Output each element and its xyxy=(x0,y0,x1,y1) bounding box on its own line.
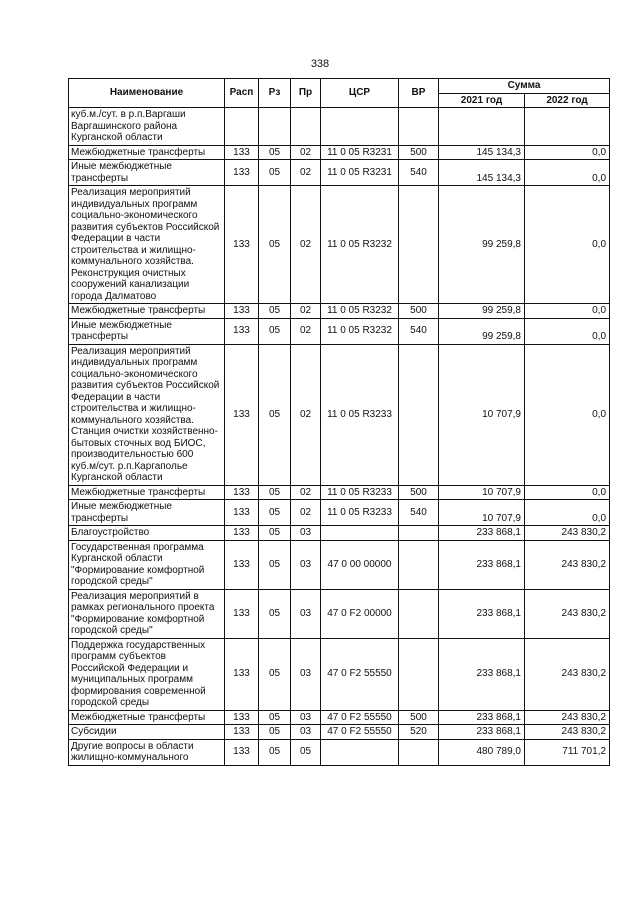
row-rasp: 133 xyxy=(225,186,259,304)
row-pr: 03 xyxy=(291,526,321,541)
row-sum-2021: 233 868,1 xyxy=(439,589,525,638)
row-csr xyxy=(321,739,399,765)
row-vr: 540 xyxy=(399,318,439,344)
row-rz: 05 xyxy=(259,318,291,344)
row-rz: 05 xyxy=(259,500,291,526)
row-sum-2021: 233 868,1 xyxy=(439,540,525,589)
row-sum-2022: 243 830,2 xyxy=(525,725,610,740)
table-row xyxy=(69,186,610,304)
table-row xyxy=(69,160,610,186)
row-rasp: 133 xyxy=(225,739,259,765)
row-rz: 05 xyxy=(259,160,291,186)
table-row xyxy=(69,710,610,725)
row-rz: 05 xyxy=(259,344,291,485)
table-row xyxy=(69,318,610,344)
row-sum-2022: 0,0 xyxy=(525,500,610,526)
row-rz: 05 xyxy=(259,304,291,319)
row-rasp: 133 xyxy=(225,725,259,740)
row-rasp: 133 xyxy=(225,318,259,344)
header-year-2021: 2021 год xyxy=(439,93,525,108)
row-vr xyxy=(399,108,439,146)
row-vr xyxy=(399,540,439,589)
row-sum-2021: 233 868,1 xyxy=(439,725,525,740)
row-csr: 47 0 00 00000 xyxy=(321,540,399,589)
row-rasp: 133 xyxy=(225,485,259,500)
row-pr: 02 xyxy=(291,485,321,500)
row-name: Реализация мероприятий в рамках регионального проекта "Формирование комфортной городской среды" xyxy=(69,589,225,638)
table-row xyxy=(69,540,610,589)
row-sum-2021: 99 259,8 xyxy=(439,318,525,344)
row-sum-2021: 233 868,1 xyxy=(439,638,525,710)
row-rasp: 133 xyxy=(225,589,259,638)
row-rasp: 133 xyxy=(225,540,259,589)
header-sum: Сумма xyxy=(439,79,610,94)
table-body xyxy=(69,108,610,766)
row-sum-2021: 99 259,8 xyxy=(439,186,525,304)
row-sum-2021: 145 134,3 xyxy=(439,160,525,186)
row-vr xyxy=(399,344,439,485)
row-pr: 03 xyxy=(291,589,321,638)
table-row xyxy=(69,344,610,485)
row-vr: 520 xyxy=(399,725,439,740)
header-name: Наименование xyxy=(69,79,225,108)
row-pr: 03 xyxy=(291,725,321,740)
row-sum-2021: 233 868,1 xyxy=(439,710,525,725)
row-csr: 11 0 05 R3233 xyxy=(321,344,399,485)
row-name: Иные межбюджетные трансферты xyxy=(69,318,225,344)
row-vr: 500 xyxy=(399,304,439,319)
row-sum-2021: 10 707,9 xyxy=(439,485,525,500)
table-row xyxy=(69,485,610,500)
row-sum-2022: 0,0 xyxy=(525,485,610,500)
row-csr: 47 0 F2 55550 xyxy=(321,638,399,710)
row-rz: 05 xyxy=(259,186,291,304)
row-name: Межбюджетные трансферты xyxy=(69,304,225,319)
row-csr: 11 0 05 R3231 xyxy=(321,160,399,186)
row-vr xyxy=(399,186,439,304)
header-year-2022: 2022 год xyxy=(525,93,610,108)
row-rasp: 133 xyxy=(225,710,259,725)
row-sum-2022: 711 701,2 xyxy=(525,739,610,765)
table-row xyxy=(69,739,610,765)
row-rz xyxy=(259,108,291,146)
row-pr: 02 xyxy=(291,186,321,304)
row-sum-2022: 0,0 xyxy=(525,318,610,344)
table-row xyxy=(69,108,610,146)
row-name: Благоустройство xyxy=(69,526,225,541)
row-csr xyxy=(321,108,399,146)
row-sum-2021: 233 868,1 xyxy=(439,526,525,541)
row-rz: 05 xyxy=(259,589,291,638)
row-sum-2021 xyxy=(439,108,525,146)
row-name: Реализация мероприятий индивидуальных программ социально-экономического развития субъектов Российской Федерации в части строительства и жилищно-коммунального хозяйства. Станция очистки хозяйственно-бытовых сточных вод БИОС, производительностью 600 куб.м/сут. р.п.Каргаполье Курганской области xyxy=(69,344,225,485)
row-vr xyxy=(399,638,439,710)
row-sum-2022: 0,0 xyxy=(525,304,610,319)
row-csr: 47 0 F2 55550 xyxy=(321,725,399,740)
row-vr: 500 xyxy=(399,145,439,160)
row-sum-2022: 0,0 xyxy=(525,145,610,160)
row-rasp: 133 xyxy=(225,145,259,160)
row-csr: 47 0 F2 55550 xyxy=(321,710,399,725)
row-name: Межбюджетные трансферты xyxy=(69,710,225,725)
header-vr: ВР xyxy=(399,79,439,108)
table-row xyxy=(69,526,610,541)
row-sum-2022 xyxy=(525,108,610,146)
row-name: Межбюджетные трансферты xyxy=(69,485,225,500)
row-name: Иные межбюджетные трансферты xyxy=(69,500,225,526)
row-pr: 03 xyxy=(291,710,321,725)
table-header xyxy=(69,79,610,108)
row-name: куб.м./сут. в р.п.Варгаши Варгашинского района Курганской области xyxy=(69,108,225,146)
row-rz: 05 xyxy=(259,638,291,710)
row-rasp: 133 xyxy=(225,304,259,319)
row-pr: 03 xyxy=(291,540,321,589)
header-rasp: Расп xyxy=(225,79,259,108)
row-vr: 540 xyxy=(399,160,439,186)
row-rz: 05 xyxy=(259,526,291,541)
row-vr xyxy=(399,739,439,765)
row-pr: 02 xyxy=(291,160,321,186)
row-rasp xyxy=(225,108,259,146)
row-pr: 02 xyxy=(291,145,321,160)
row-vr: 500 xyxy=(399,485,439,500)
row-pr: 02 xyxy=(291,318,321,344)
row-rz: 05 xyxy=(259,710,291,725)
row-sum-2021: 10 707,9 xyxy=(439,344,525,485)
page-number: 338 xyxy=(310,58,330,70)
row-vr: 500 xyxy=(399,710,439,725)
row-sum-2021: 99 259,8 xyxy=(439,304,525,319)
table-row xyxy=(69,304,610,319)
row-pr: 02 xyxy=(291,500,321,526)
row-csr: 11 0 05 R3231 xyxy=(321,145,399,160)
table-row xyxy=(69,638,610,710)
table-row xyxy=(69,589,610,638)
row-csr: 11 0 05 R3233 xyxy=(321,485,399,500)
row-rz: 05 xyxy=(259,739,291,765)
row-csr: 11 0 05 R3233 xyxy=(321,500,399,526)
row-vr: 540 xyxy=(399,500,439,526)
row-pr: 02 xyxy=(291,344,321,485)
row-rz: 05 xyxy=(259,540,291,589)
table-row xyxy=(69,145,610,160)
row-name: Реализация мероприятий индивидуальных программ социально-экономического развития субъектов Российской Федерации в части строительства и жилищно-коммунального хозяйства. Реконструкция очистных сооружений канализации города Далматово xyxy=(69,186,225,304)
row-sum-2021: 10 707,9 xyxy=(439,500,525,526)
row-sum-2022: 0,0 xyxy=(525,160,610,186)
row-vr xyxy=(399,589,439,638)
row-sum-2022: 243 830,2 xyxy=(525,526,610,541)
row-rasp: 133 xyxy=(225,500,259,526)
row-rasp: 133 xyxy=(225,638,259,710)
row-rz: 05 xyxy=(259,725,291,740)
row-sum-2022: 243 830,2 xyxy=(525,589,610,638)
row-sum-2022: 0,0 xyxy=(525,344,610,485)
row-csr: 11 0 05 R3232 xyxy=(321,304,399,319)
row-csr xyxy=(321,526,399,541)
row-rasp: 133 xyxy=(225,526,259,541)
row-name: Государственная программа Курганской области "Формирование комфортной городской среды" xyxy=(69,540,225,589)
budget-table xyxy=(68,78,610,766)
row-rasp: 133 xyxy=(225,160,259,186)
row-sum-2021: 480 789,0 xyxy=(439,739,525,765)
row-sum-2022: 0,0 xyxy=(525,186,610,304)
row-pr xyxy=(291,108,321,146)
row-sum-2022: 243 830,2 xyxy=(525,540,610,589)
row-rasp: 133 xyxy=(225,344,259,485)
header-pr: Пр xyxy=(291,79,321,108)
row-rz: 05 xyxy=(259,145,291,160)
row-sum-2022: 243 830,2 xyxy=(525,710,610,725)
row-csr: 11 0 05 R3232 xyxy=(321,186,399,304)
row-csr: 47 0 F2 00000 xyxy=(321,589,399,638)
row-sum-2021: 145 134,3 xyxy=(439,145,525,160)
header-csr: ЦСР xyxy=(321,79,399,108)
row-pr: 03 xyxy=(291,638,321,710)
table-row xyxy=(69,725,610,740)
row-vr xyxy=(399,526,439,541)
row-name: Поддержка государственных программ субъектов Российской Федерации и муниципальных программ формирования современной городской среды xyxy=(69,638,225,710)
row-sum-2022: 243 830,2 xyxy=(525,638,610,710)
table-row xyxy=(69,500,610,526)
row-name: Субсидии xyxy=(69,725,225,740)
row-pr: 02 xyxy=(291,304,321,319)
row-name: Межбюджетные трансферты xyxy=(69,145,225,160)
row-rz: 05 xyxy=(259,485,291,500)
row-name: Другие вопросы в области жилищно-коммунального xyxy=(69,739,225,765)
row-csr: 11 0 05 R3232 xyxy=(321,318,399,344)
header-rz: Рз xyxy=(259,79,291,108)
row-pr: 05 xyxy=(291,739,321,765)
row-name: Иные межбюджетные трансферты xyxy=(69,160,225,186)
